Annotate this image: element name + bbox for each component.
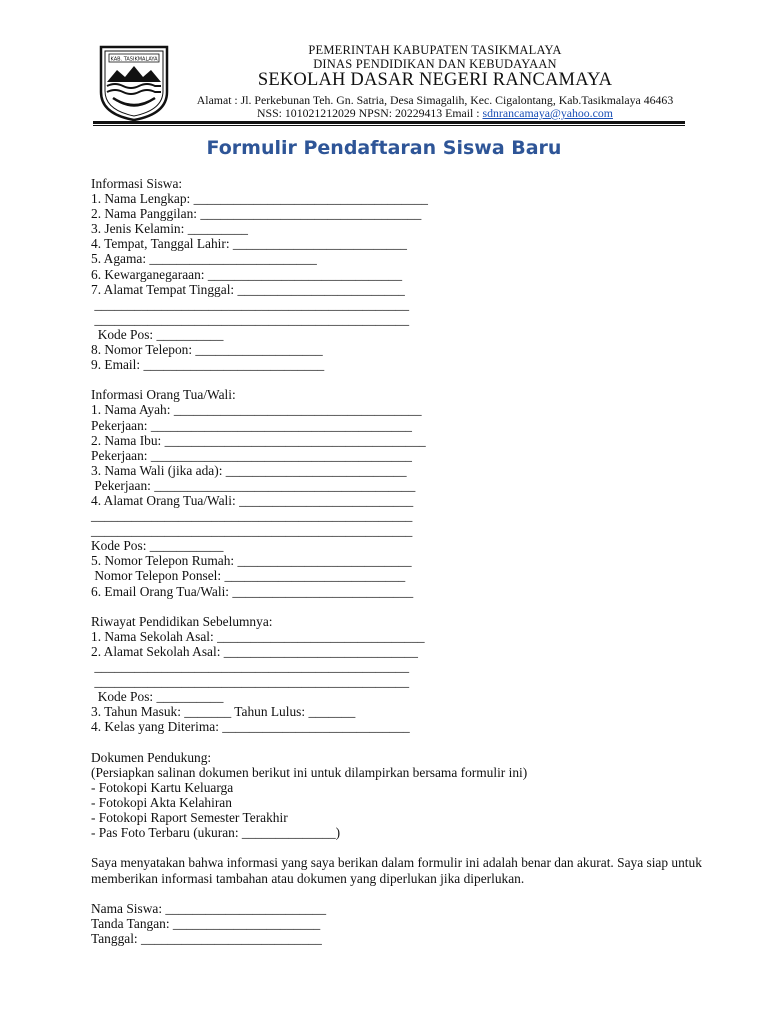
header-divider-thick bbox=[93, 121, 685, 124]
header-nss-npsn bbox=[180, 106, 690, 121]
form-line: Kode Pos: ___________ bbox=[91, 538, 224, 554]
form-line: Informasi Siswa: bbox=[91, 176, 183, 191]
header-divider-thin bbox=[93, 125, 685, 126]
statement-paragraph: Saya menyatakan bahwa informasi yang saya berikan dalam formulir ini adalah benar dan akurat. Saya siap untuk memberikan informasi tambahan atau dokumen yang diperlukan jika diperlukan. bbox=[91, 855, 702, 886]
form-line: _______________________________________________ bbox=[91, 311, 410, 327]
nss-npsn-text: NSS: 101021212029 NPSN: 20229413 Email : bbox=[257, 106, 483, 120]
header-department: DINAS PENDIDIKAN DAN KEBUDAYAAN bbox=[313, 57, 557, 71]
form-body bbox=[91, 176, 731, 946]
section-informasi-siswa bbox=[91, 176, 731, 372]
form-line: Nama Siswa: ________________________ bbox=[91, 901, 327, 917]
logo-text: KAB. TASIKMALAYA bbox=[110, 56, 158, 63]
form-line: 1. Nama Lengkap: ___________________________________ bbox=[91, 191, 428, 207]
form-line: Riwayat Pendidikan Sebelumnya: bbox=[91, 613, 273, 629]
form-line: - Fotokopi Raport Semester Terakhir bbox=[91, 809, 288, 825]
form-line: 8. Nomor Telepon: ___________________ bbox=[91, 342, 323, 358]
form-line: 3. Nama Wali (jika ada): ___________________________ bbox=[91, 462, 407, 478]
form-title: Formulir Pendaftaran Siswa Baru bbox=[206, 137, 562, 159]
section-tanda-tangan bbox=[91, 901, 731, 946]
form-line: 1. Nama Ayah: _____________________________________ bbox=[91, 402, 422, 418]
form-line: 1. Nama Sekolah Asal: _______________________________ bbox=[91, 628, 425, 644]
section-riwayat-pendidikan bbox=[91, 614, 731, 735]
form-line: 4. Alamat Orang Tua/Wali: __________________________ bbox=[91, 492, 414, 508]
school-emblem-logo bbox=[95, 44, 173, 122]
form-line: - Fotokopi Kartu Keluarga bbox=[91, 779, 234, 795]
form-line: 5. Agama: _________________________ bbox=[91, 251, 317, 267]
form-line: Pekerjaan: _______________________________________ bbox=[91, 477, 416, 493]
form-line: ________________________________________________ bbox=[91, 523, 413, 539]
form-line: Dokumen Pendukung: bbox=[91, 749, 212, 765]
form-line: Tanda Tangan: ______________________ bbox=[91, 916, 321, 932]
form-line: 2. Nama Ibu: _______________________________________ bbox=[91, 432, 426, 448]
form-line: 6. Kewarganegaraan: _____________________________ bbox=[91, 266, 403, 282]
header-school-name: SEKOLAH DASAR NEGERI RANCAMAYA bbox=[257, 70, 613, 90]
form-line: Kode Pos: __________ bbox=[91, 689, 224, 705]
email-link[interactable]: sdnrancamaya@yahoo.com bbox=[482, 106, 613, 120]
form-line: Tanggal: ___________________________ bbox=[91, 931, 322, 947]
form-line: - Fotokopi Akta Kelahiran bbox=[91, 794, 232, 810]
form-line: 7. Alamat Tempat Tinggal: _________________________ bbox=[91, 281, 405, 297]
form-line: 3. Jenis Kelamin: _________ bbox=[91, 221, 248, 237]
section-informasi-orang-tua bbox=[91, 387, 731, 598]
form-line: 3. Tahun Masuk: _______ Tahun Lulus: _______ bbox=[91, 704, 356, 720]
form-line: 2. Nama Panggilan: _________________________________ bbox=[91, 206, 422, 222]
form-line: Kode Pos: __________ bbox=[91, 326, 224, 342]
form-line: 4. Kelas yang Diterima: ____________________________ bbox=[91, 719, 410, 735]
header-government: PEMERINTAH KABUPATEN TASIKMALAYA bbox=[308, 43, 562, 57]
form-line: _______________________________________________ bbox=[91, 659, 410, 674]
form-line: Informasi Orang Tua/Wali: bbox=[91, 387, 236, 403]
form-line: _______________________________________________ bbox=[91, 674, 410, 690]
form-line: (Persiapkan salinan dokumen berikut ini untuk dilampirkan bersama formulir ini) bbox=[91, 764, 528, 780]
form-line: 9. Email: ___________________________ bbox=[91, 357, 325, 373]
form-line: 5. Nomor Telepon Rumah: __________________________ bbox=[91, 553, 412, 569]
form-line: ________________________________________________ bbox=[91, 508, 413, 524]
section-dokumen-pendukung bbox=[91, 750, 731, 841]
form-line: - Pas Foto Terbaru (ukuran: ______________) bbox=[91, 825, 341, 841]
form-line: _______________________________________________ bbox=[91, 296, 410, 312]
form-line: 4. Tempat, Tanggal Lahir: __________________________ bbox=[91, 236, 407, 252]
form-line: Pekerjaan: _______________________________________ bbox=[91, 417, 412, 433]
form-line: Pekerjaan: _______________________________________ bbox=[91, 447, 412, 463]
form-line: 2. Alamat Sekolah Asal: _____________________________ bbox=[91, 643, 418, 659]
form-line: 6. Email Orang Tua/Wali: ___________________________ bbox=[91, 583, 414, 599]
header-address: Alamat : Jl. Perkebunan Teh. Gn. Satria, Desa Simagalih, Kec. Cigalontang, Kab.Tasikmalaya 46463 bbox=[196, 93, 674, 107]
form-line: Nomor Telepon Ponsel: ___________________________ bbox=[91, 568, 406, 584]
